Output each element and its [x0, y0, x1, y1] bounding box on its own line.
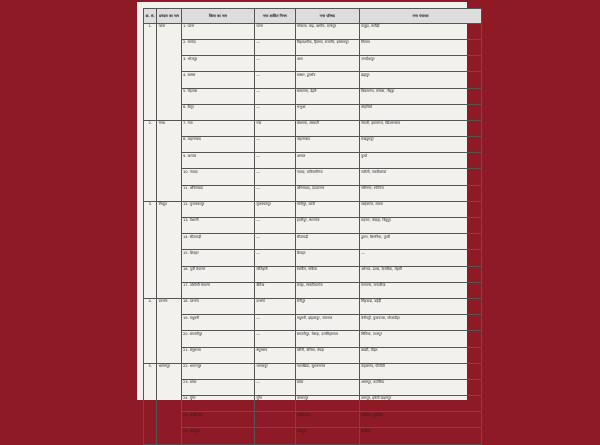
cell-town-panchayat: मखदुमपुर — [359, 137, 481, 153]
table-row — [144, 266, 482, 282]
table-row — [144, 56, 482, 72]
table-body — [144, 23, 482, 444]
cell-district: 14. सीतामढ़ी — [181, 234, 254, 250]
table-row — [144, 104, 482, 120]
cell-division: भागलपुर — [157, 363, 181, 444]
table-row — [144, 120, 482, 136]
cell-town-corporation: बेगूसराय — [255, 347, 295, 363]
cell-district: 20. समस्तीपुर — [181, 331, 254, 347]
cell-district: 8. जहानाबाद — [181, 137, 254, 153]
cell-town-panchayat: तारापुर, हवेली खड़गपुर — [359, 396, 481, 412]
cell-municipal-council: हाजीपुर, लालगंज — [295, 218, 359, 234]
table-row — [144, 88, 482, 104]
cell-municipal-council: बोधगया, शेरघाटी — [295, 120, 359, 136]
cell-town-panchayat: फतुहा, मसौढ़ी — [359, 23, 481, 39]
table-row — [144, 282, 482, 298]
cell-town-panchayat: कुर्था — [359, 153, 481, 169]
cell-town-corporation: भागलपुर — [255, 363, 295, 379]
table-row — [144, 315, 482, 331]
cell-town-panchayat: बेनीपट्टी, फुलपरास, घोघरडीहा — [359, 315, 481, 331]
cell-town-corporation: — — [255, 379, 295, 395]
col-header-district: जिला का नाम — [181, 9, 254, 24]
cell-town-corporation: — — [255, 331, 295, 347]
cell-municipal-council: रक्सौल, चकिया — [295, 266, 359, 282]
cell-town-corporation: — — [255, 218, 295, 234]
cell-town-panchayat: मोहनियाँ — [359, 104, 481, 120]
cell-municipal-council: नवगछिया, सुल्तानगंज — [295, 363, 359, 379]
table-row — [144, 137, 482, 153]
cell-town-corporation: मोतिहारी — [255, 266, 295, 282]
cell-district: 21. बेगूसराय — [181, 347, 254, 363]
col-header-town-panchayat: नगर पंचायत — [359, 9, 481, 24]
district-table — [143, 8, 482, 445]
cell-town-corporation: मुंगेर — [255, 396, 295, 412]
table-row — [144, 298, 482, 314]
table-row — [144, 379, 482, 395]
cell-town-corporation: — — [255, 56, 295, 72]
cell-town-panchayat: सिंघिया, ताजपुर — [359, 331, 481, 347]
cell-division: पटना — [157, 23, 181, 120]
cell-municipal-council: सीतामढ़ी — [295, 234, 359, 250]
table-row — [144, 347, 482, 363]
cell-district: 22. भागलपुर — [181, 363, 254, 379]
cell-town-corporation: — — [255, 428, 295, 444]
cell-town-panchayat: — — [359, 250, 481, 266]
document-page — [137, 2, 467, 433]
cell-municipal-council: सासाराम, डेहरी — [295, 88, 359, 104]
cell-town-corporation: — — [255, 88, 295, 104]
cell-town-panchayat: सिंहवाड़ा, बहेड़ी — [359, 298, 481, 314]
cell-district: 10. नवादा — [181, 169, 254, 185]
cell-municipal-council: बांका — [295, 379, 359, 395]
cell-municipal-council: भभुआ — [295, 104, 359, 120]
table-row — [144, 234, 482, 250]
table-row — [144, 72, 482, 88]
col-header-serial: क्र. सं. — [144, 9, 157, 24]
cell-district: 3. भोजपुर — [181, 56, 254, 72]
cell-town-panchayat: अरेराज, ढाका, केसरिया, मेहसी — [359, 266, 481, 282]
cell-district: 23. बांका — [181, 379, 254, 395]
table-row — [144, 169, 482, 185]
cell-town-panchayat: बखरी, बीहट — [359, 347, 481, 363]
table-row — [144, 396, 482, 412]
cell-district: 6. कैमूर — [181, 104, 254, 120]
table-header-row — [144, 9, 482, 24]
cell-town-panchayat: ब्रह्मपुर — [359, 72, 481, 88]
cell-serial: 2. — [144, 120, 157, 201]
cell-district: 12. मुजफ्फरपुर — [181, 201, 254, 217]
cell-town-corporation: — — [255, 72, 295, 88]
cell-municipal-council: बगहा, नरकटियागंज — [295, 282, 359, 298]
table-row — [144, 185, 482, 201]
cell-district: 5. रोहतास — [181, 88, 254, 104]
table-row — [144, 412, 482, 428]
cell-division: दरभंगा — [157, 298, 181, 363]
cell-district: 26. शेखपुरा — [181, 428, 254, 444]
table-row — [144, 428, 482, 444]
cell-municipal-council: लखीसराय — [295, 412, 359, 428]
table-row — [144, 250, 482, 266]
cell-district: 4. बक्सर — [181, 72, 254, 88]
table-row — [144, 218, 482, 234]
cell-town-corporation: बेतिया — [255, 282, 295, 298]
cell-municipal-council: बेनीपुर — [295, 298, 359, 314]
cell-municipal-council: औरंगाबाद, दाउदनगर — [295, 185, 359, 201]
cell-town-panchayat: बिक्रमगंज, कोचस, नौहट्टा — [359, 88, 481, 104]
cell-municipal-council: नवादा, वारिसलीगंज — [295, 169, 359, 185]
cell-district: 25. लखीसराय — [181, 412, 254, 428]
cell-district: 16. पूर्वी चंपारण — [181, 266, 254, 282]
cell-district: 17. पश्चिमी चंपारण — [181, 282, 254, 298]
cell-municipal-council: शिवहर — [295, 250, 359, 266]
cell-town-corporation: — — [255, 137, 295, 153]
cell-town-panchayat: रजौली, पकरीबरावां — [359, 169, 481, 185]
table-row — [144, 23, 482, 39]
cell-municipal-council: जमालपुर — [295, 396, 359, 412]
cell-municipal-council: आरा — [295, 56, 359, 72]
cell-municipal-council: अरवल — [295, 153, 359, 169]
cell-district: 24. मुंगेर — [181, 396, 254, 412]
cell-town-corporation: — — [255, 412, 295, 428]
table-row — [144, 331, 482, 347]
cell-town-panchayat: बड़हिया, सूर्यगढ़ा — [359, 412, 481, 428]
cell-municipal-council: बिहारशरीफ, हिलसा, राजगीर, इस्लामपुर — [295, 39, 359, 55]
cell-district: 11. औरंगाबाद — [181, 185, 254, 201]
cell-district: 7. गया — [181, 120, 254, 136]
cell-town-panchayat: टेकारी, इमामगंज, खिजरसराय — [359, 120, 481, 136]
cell-district: 18. दरभंगा — [181, 298, 254, 314]
cell-town-panchayat: नबीनगर, रफीगंज — [359, 185, 481, 201]
cell-town-corporation: मुजफ्फरपुर — [255, 201, 295, 217]
cell-division: मगध — [157, 120, 181, 201]
col-header-division: प्रमंडल का नाम — [157, 9, 181, 24]
cell-town-panchayat: जगदीशपुर — [359, 56, 481, 72]
cell-town-panchayat: महनार, जंदाहा, बिदुपुर — [359, 218, 481, 234]
cell-district: 1. पटना — [181, 23, 254, 39]
cell-town-corporation: — — [255, 234, 295, 250]
cell-town-panchayat: कहलगांव, पीरपैंती — [359, 363, 481, 379]
cell-town-corporation: — — [255, 39, 295, 55]
cell-municipal-council: शेखपुरा — [295, 428, 359, 444]
cell-municipal-council: मोतीपुर, कांटी — [295, 201, 359, 217]
table-row — [144, 153, 482, 169]
cell-division: तिरहुत — [157, 201, 181, 298]
cell-town-panchayat: रामनगर, चनपटिया — [359, 282, 481, 298]
cell-town-panchayat: बरबीघा — [359, 428, 481, 444]
cell-town-corporation: — — [255, 153, 295, 169]
cell-municipal-council: समस्तीपुर, रोसड़ा, दलसिंहसराय — [295, 331, 359, 347]
cell-district: 13. वैशाली — [181, 218, 254, 234]
cell-district: 9. अरवल — [181, 153, 254, 169]
cell-town-panchayat: डुमरा, बैरगनिया, पुपरी — [359, 234, 481, 250]
cell-town-corporation: — — [255, 104, 295, 120]
col-header-town-corporation: नगर शासित निगम — [255, 9, 295, 24]
cell-serial: 3. — [144, 201, 157, 298]
cell-serial: 5. — [144, 363, 157, 444]
cell-serial: 1. — [144, 23, 157, 120]
cell-district: 15. शिवहर — [181, 250, 254, 266]
table-row — [144, 201, 482, 217]
cell-town-corporation: पटना — [255, 23, 295, 39]
cell-town-corporation: — — [255, 185, 295, 201]
cell-town-corporation: — — [255, 169, 295, 185]
cell-serial: 4. — [144, 298, 157, 363]
cell-town-panchayat: अमरपुर, कटोरिया — [359, 379, 481, 395]
cell-town-corporation: गया — [255, 120, 295, 136]
cell-municipal-council: बरौनी, बलिया, तेघड़ा — [295, 347, 359, 363]
cell-town-corporation: — — [255, 250, 295, 266]
cell-municipal-council: मधुबनी, झंझारपुर, जयनगर — [295, 315, 359, 331]
cell-town-panchayat: सिलाव — [359, 39, 481, 55]
col-header-municipal-council: नगर परिषद — [295, 9, 359, 24]
cell-municipal-council: बक्सर, डुमराँव — [295, 72, 359, 88]
cell-district: 2. नालंदा — [181, 39, 254, 55]
table-row — [144, 39, 482, 55]
cell-town-panchayat: साहेबगंज, सकरा — [359, 201, 481, 217]
cell-town-corporation: दरभंगा — [255, 298, 295, 314]
cell-municipal-council: जहानाबाद — [295, 137, 359, 153]
table-row — [144, 363, 482, 379]
cell-district: 19. मधुबनी — [181, 315, 254, 331]
cell-town-corporation: — — [255, 315, 295, 331]
cell-municipal-council: मोकामा, बाढ़, खगौल, दानापुर — [295, 23, 359, 39]
